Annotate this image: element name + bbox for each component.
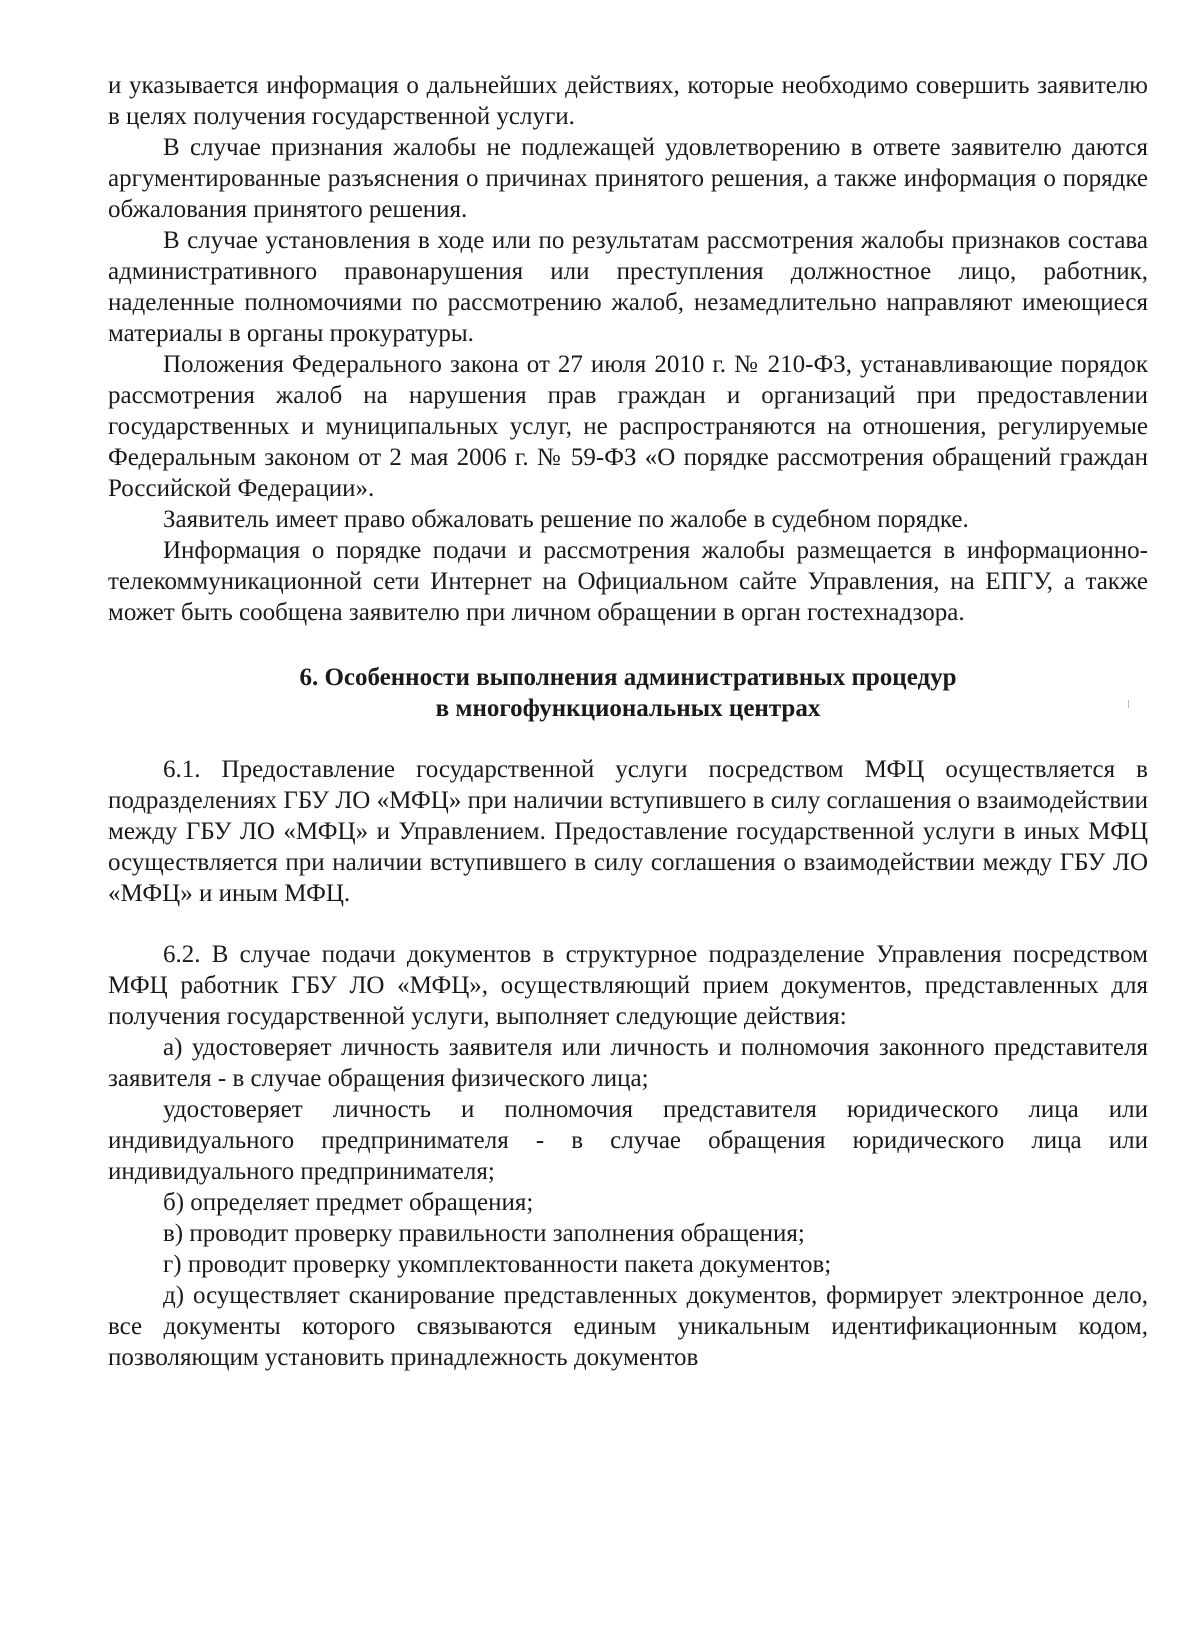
list-item-d: д) осуществляет сканирование представленных документов, формирует электронное дело, все документы которого связываются единым уникальным идентификационным кодом, позволяющим установить принадлежность документов [108, 1282, 1148, 1371]
scan-artifact-mark [1128, 700, 1129, 708]
list-item-a: а) удостоверяет личность заявителя или личность и полномочия законного представителя заявителя - в случае обращения физического лица; [108, 1034, 1148, 1092]
list-item-g: г) проводит проверку укомплектованности пакета документов; [163, 1251, 832, 1278]
list-item-a-legal-entity: удостоверяет личность и полномочия представителя юридического лица или индивидуального предпринимателя - в случае обращения юридического лица или индивидуального предпринимателя; [108, 1096, 1148, 1185]
paragraph-federal-law-scope: Положения Федерального закона от 27 июля 2010 г. № 210-ФЗ, устанавливающие порядок рассмотрения жалоб на нарушения прав граждан и организаций при предоставлении государственных и муниципальных услуг, не распространяются на отношения, регулируемые Федеральным законом от 2 мая 2006 г. № 59-ФЗ «О порядке рассмотрения обращений граждан Российской Федерации». [108, 351, 1148, 502]
paragraph-prosecution-referral: В случае установления в ходе или по результатам рассмотрения жалобы признаков состава административного правонарушения или преступления должностное лицо, работник, наделенные полномочиями по рассмотрению жалоб, незамедлительно направляют имеющиеся материалы в органы прокуратуры. [108, 227, 1148, 347]
list-item-b: б) определяет предмет обращения; [163, 1189, 534, 1216]
paragraph-court-appeal: Заявитель имеет право обжаловать решение по жалобе в судебном порядке. [163, 506, 969, 533]
section-6-heading-line1: 6. Особенности выполнения административных процедур [299, 664, 957, 691]
clause-6-1: 6.1. Предоставление государственной услуги посредством МФЦ осуществляется в подразделениях ГБУ ЛО «МФЦ» при наличии вступившего в силу соглашения о взаимодействии между ГБУ ЛО «МФЦ» и Управлением. Предоставление государственной услуги в иных МФЦ осуществляется при наличии вступившего в силу соглашения о взаимодействии между ГБУ ЛО «МФЦ» и иным МФЦ. [108, 756, 1148, 907]
paragraph-rejection-response: В случае признания жалобы не подлежащей удовлетворению в ответе заявителю даются аргументированные разъяснения о причинах принятого решения, а также информация о порядке обжалования принятого решения. [108, 134, 1148, 223]
section-6-heading [108, 662, 1148, 724]
paragraph-complaint-info: Информация о порядке подачи и рассмотрения жалобы размещается в информационно-телекоммуникационной сети Интернет на Официальном сайте Управления, на ЕПГУ, а также может быть сообщена заявителю при личном обращении в орган гостехнадзора. [108, 537, 1148, 626]
document-page [108, 70, 1148, 1373]
section-6-heading-line2: в многофункциональных центрах [435, 695, 821, 722]
clause-6-2: 6.2. В случае подачи документов в структурное подразделение Управления посредством МФЦ работник ГБУ ЛО «МФЦ», осуществляющий прием документов, представленных для получения государственной услуги, выполняет следующие действия: [108, 941, 1148, 1030]
paragraph-continuation: и указывается информация о дальнейших действиях, которые необходимо совершить заявителю в целях получения государственной услуги. [108, 72, 1148, 130]
list-item-v: в) проводит проверку правильности заполнения обращения; [163, 1220, 805, 1247]
